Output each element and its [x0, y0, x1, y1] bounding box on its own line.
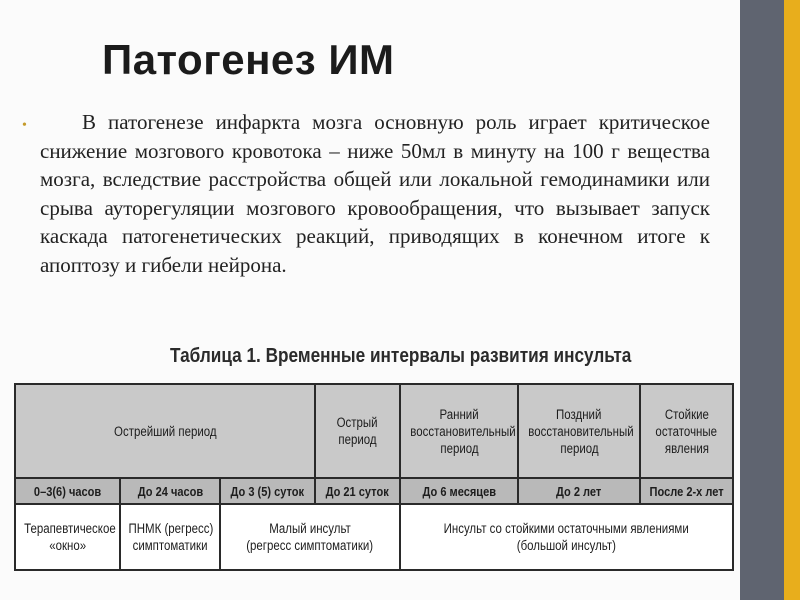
period-label: Стойкие: [664, 406, 709, 422]
note-cell: Малый инсульт (регресс симптоматики): [220, 504, 400, 570]
duration-cell: До 3 (5) суток: [220, 478, 315, 504]
period-label: период: [559, 440, 599, 456]
period-label: Ранний: [439, 406, 479, 422]
note-cell: Терапевтическое «окно»: [15, 504, 120, 570]
period-label: восстановительный: [410, 423, 516, 439]
bullet-marker: •: [22, 118, 27, 133]
period-label: Острый: [337, 415, 378, 430]
duration-cell: До 2 лет: [518, 478, 640, 504]
body-paragraph: В патогенезе инфаркта мозга основную роль играет критическое снижение мозгового кровотока – ниже 50мл в минуту на 100 г вещества мозга, вследствие расстройства общей или локальной гемодинамики или срыва ауторегуляции мозгового кровообращения, что вызывает запуск каскада патогенетических реакций, приводящих в конечном итоге к апоптозу и гибели нейрона.: [40, 110, 710, 277]
duration-cell: До 24 часов: [120, 478, 220, 504]
period-cell: [518, 384, 640, 478]
table-notes-row: [15, 504, 733, 570]
sidebar-decoration: [740, 0, 784, 600]
table-caption: Таблица 1. Временные интервалы развития инсульта: [170, 345, 632, 367]
table-header-row: [15, 384, 733, 478]
duration-cell: После 2-х лет: [640, 478, 733, 504]
period-label: явления: [664, 440, 709, 456]
period-label: Поздний: [556, 406, 602, 422]
duration-cell: 0–3(6) часов: [15, 478, 120, 504]
stroke-intervals-table: [14, 383, 734, 571]
period-cell: [315, 384, 400, 478]
period-cell: [400, 384, 518, 478]
duration-cell: До 6 месяцев: [400, 478, 518, 504]
period-label: Острейший период: [113, 423, 217, 439]
period-label: остаточные: [655, 423, 718, 439]
slide-title: Патогенез ИМ: [102, 36, 395, 83]
period-cell: [15, 384, 315, 478]
period-label: восстановительный: [528, 423, 634, 439]
accent-stripe: [784, 0, 800, 600]
note-cell: ПНМК (регресс) симптоматики: [120, 504, 220, 570]
note-cell: Инсульт со стойкими остаточными явлениями (большой инсульт): [400, 504, 733, 570]
period-cell: [640, 384, 733, 478]
period-label: период: [439, 440, 479, 456]
table-duration-row: [15, 478, 733, 504]
duration-cell: До 21 суток: [315, 478, 400, 504]
period-label: период: [338, 432, 377, 447]
